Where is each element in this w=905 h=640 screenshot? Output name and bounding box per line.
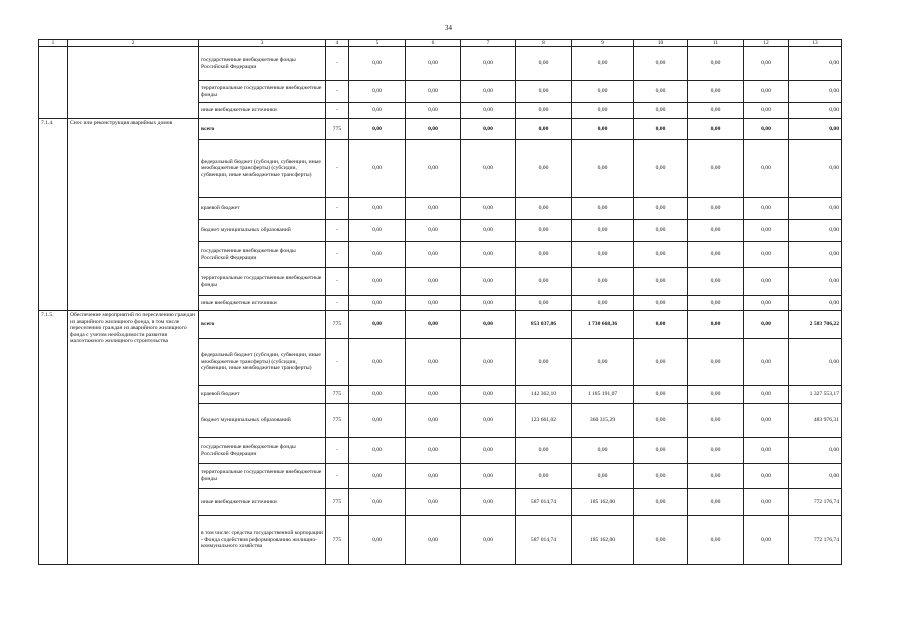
value-cell: 772 176,74	[789, 516, 842, 565]
value-cell: 0,00	[516, 464, 572, 489]
value-cell: 0,00	[789, 119, 842, 140]
value-cell: 1 185 191,07	[572, 386, 634, 404]
value-cell: 0,00	[688, 516, 744, 565]
value-cell: 0,00	[634, 311, 688, 339]
value-cell: 0,00	[688, 404, 744, 438]
funding-source: бюджет муниципальных образований	[199, 220, 326, 242]
value-cell: 185 162,00	[572, 489, 634, 516]
header-cell: 12	[744, 40, 789, 47]
value-cell: 0,00	[688, 296, 744, 311]
value-cell: 0,00	[744, 81, 789, 103]
funding-source: территориальные государственные внебюджетные фонды	[199, 81, 326, 103]
funding-source: в том числе: средства государственной корпорации - Фонда содействия реформированию жилищно-коммунального хозяйства	[199, 516, 326, 565]
item-name: Снос или реконструкция аварийных домов	[68, 119, 199, 311]
value-cell: 0,00	[789, 268, 842, 296]
funding-source: территориальные государственные внебюджетные фонды	[199, 268, 326, 296]
value-cell: 0,00	[516, 103, 572, 119]
value-cell: 483 976,31	[789, 404, 842, 438]
value-cell: 772 176,74	[789, 489, 842, 516]
value-cell: 0,00	[572, 464, 634, 489]
value-cell: 0,00	[516, 81, 572, 103]
funding-source: территориальные государственные внебюджетные фонды	[199, 464, 326, 489]
value-cell: 0,00	[634, 268, 688, 296]
value-cell: 0,00	[634, 220, 688, 242]
value-cell: 0,00	[406, 220, 461, 242]
value-cell: 0,00	[461, 220, 516, 242]
value-cell: 0,00	[688, 268, 744, 296]
value-cell: 0,00	[349, 242, 406, 268]
value-cell: 0,00	[744, 311, 789, 339]
value-cell: 0,00	[349, 198, 406, 220]
value-cell: 0,00	[789, 103, 842, 119]
page-number: 34	[445, 24, 452, 32]
value-cell: 0,00	[572, 103, 634, 119]
value-cell: 0,00	[789, 140, 842, 198]
value-cell: 0,00	[688, 386, 744, 404]
value-cell: 0,00	[349, 464, 406, 489]
code-cell: 775	[326, 404, 349, 438]
value-cell: 0,00	[406, 516, 461, 565]
value-cell: 0,00	[516, 438, 572, 464]
header-cell: 3	[199, 40, 326, 47]
code-cell: 775	[326, 516, 349, 565]
value-cell: 0,00	[789, 296, 842, 311]
value-cell: 0,00	[789, 464, 842, 489]
value-cell: 0,00	[349, 220, 406, 242]
item-name	[68, 47, 199, 119]
value-cell: 0,00	[349, 311, 406, 339]
value-cell: 0,00	[349, 119, 406, 140]
value-cell: 0,00	[461, 81, 516, 103]
code-cell: -	[326, 47, 349, 81]
value-cell: 1 327 553,17	[789, 386, 842, 404]
value-cell: 0,00	[406, 47, 461, 81]
value-cell: 0,00	[744, 296, 789, 311]
code-cell: 775	[326, 386, 349, 404]
value-cell: 0,00	[406, 311, 461, 339]
value-cell: 0,00	[634, 103, 688, 119]
value-cell: 0,00	[406, 268, 461, 296]
value-cell: 0,00	[688, 140, 744, 198]
code-cell: -	[326, 198, 349, 220]
funding-source: федеральный бюджет (субсидии, субвенции, иные межбюджетные трансферты) (субсидии, субвенции, иные межбюджетные трансферты)	[199, 339, 326, 386]
value-cell: 0,00	[634, 516, 688, 565]
code-cell: -	[326, 268, 349, 296]
value-cell: 0,00	[744, 516, 789, 565]
code-cell: -	[326, 242, 349, 268]
value-cell: 0,00	[461, 404, 516, 438]
value-cell: 0,00	[688, 489, 744, 516]
header-cell: 6	[406, 40, 461, 47]
value-cell: 0,00	[634, 140, 688, 198]
value-cell: 0,00	[744, 47, 789, 81]
value-cell: 0,00	[634, 119, 688, 140]
value-cell: 0,00	[744, 268, 789, 296]
code-cell: 775	[326, 489, 349, 516]
value-cell: 0,00	[688, 198, 744, 220]
value-cell: 0,00	[406, 119, 461, 140]
header-cell: 2	[68, 40, 199, 47]
value-cell: 0,00	[461, 198, 516, 220]
value-cell: 0,00	[789, 339, 842, 386]
value-cell: 0,00	[572, 438, 634, 464]
code-cell: -	[326, 464, 349, 489]
value-cell: 0,00	[349, 404, 406, 438]
header-cell: 10	[634, 40, 688, 47]
value-cell: 0,00	[789, 47, 842, 81]
funding-source: государственные внебюджетные фонды Российской Федерации	[199, 47, 326, 81]
value-cell: 0,00	[634, 81, 688, 103]
code-cell: 775	[326, 119, 349, 140]
header-cell: 1	[39, 40, 68, 47]
value-cell: 0,00	[634, 198, 688, 220]
value-cell: 0,00	[406, 296, 461, 311]
value-cell: 0,00	[406, 464, 461, 489]
value-cell: 0,00	[406, 386, 461, 404]
header-cell: 13	[789, 40, 842, 47]
value-cell: 0,00	[688, 438, 744, 464]
value-cell: 0,00	[406, 404, 461, 438]
value-cell: 0,00	[634, 296, 688, 311]
header-cell: 11	[688, 40, 744, 47]
value-cell: 0,00	[406, 103, 461, 119]
value-cell: 587 014,74	[516, 516, 572, 565]
value-cell: 360 315,29	[572, 404, 634, 438]
budget-table	[38, 39, 842, 565]
value-cell: 0,00	[516, 296, 572, 311]
value-cell: 0,00	[461, 242, 516, 268]
value-cell: 0,00	[406, 339, 461, 386]
funding-source: краевой бюджет	[199, 386, 326, 404]
value-cell: 0,00	[634, 404, 688, 438]
code-cell: -	[326, 103, 349, 119]
funding-source: государственные внебюджетные фонды Российской Федерации	[199, 242, 326, 268]
value-cell: 0,00	[516, 47, 572, 81]
value-cell: 0,00	[461, 489, 516, 516]
value-cell: 0,00	[789, 438, 842, 464]
value-cell: 0,00	[349, 489, 406, 516]
value-cell: 0,00	[461, 386, 516, 404]
value-cell: 0,00	[516, 220, 572, 242]
funding-source: всего	[199, 119, 326, 140]
table-row	[39, 119, 842, 140]
value-cell: 0,00	[516, 119, 572, 140]
value-cell: 0,00	[572, 339, 634, 386]
value-cell: 0,00	[461, 119, 516, 140]
value-cell: 0,00	[688, 47, 744, 81]
value-cell: 0,00	[349, 47, 406, 81]
value-cell: 0,00	[744, 103, 789, 119]
value-cell: 0,00	[634, 438, 688, 464]
code-cell: -	[326, 339, 349, 386]
value-cell: 0,00	[688, 81, 744, 103]
value-cell: 0,00	[349, 438, 406, 464]
value-cell: 0,00	[572, 140, 634, 198]
code-cell: -	[326, 296, 349, 311]
funding-source: краевой бюджет	[199, 198, 326, 220]
value-cell: 0,00	[349, 296, 406, 311]
value-cell: 0,00	[744, 404, 789, 438]
value-cell: 853 037,86	[516, 311, 572, 339]
value-cell: 0,00	[461, 516, 516, 565]
value-cell: 0,00	[349, 386, 406, 404]
value-cell: 0,00	[634, 339, 688, 386]
value-cell: 0,00	[516, 140, 572, 198]
value-cell: 0,00	[516, 198, 572, 220]
value-cell: 0,00	[744, 464, 789, 489]
value-cell: 0,00	[406, 198, 461, 220]
header-cell: 7	[461, 40, 516, 47]
value-cell: 0,00	[572, 220, 634, 242]
table-row	[39, 47, 842, 81]
value-cell: 0,00	[744, 339, 789, 386]
value-cell: 0,00	[572, 47, 634, 81]
value-cell: 0,00	[744, 438, 789, 464]
value-cell: 0,00	[744, 489, 789, 516]
value-cell: 0,00	[461, 47, 516, 81]
item-code	[39, 47, 68, 119]
value-cell: 0,00	[349, 103, 406, 119]
funding-source: федеральный бюджет (субсидии, субвенции, иные межбюджетные трансферты) (субсидии, субвенции, иные межбюджетные трансферты)	[199, 140, 326, 198]
value-cell: 0,00	[572, 198, 634, 220]
value-cell: 0,00	[572, 268, 634, 296]
funding-source: всего	[199, 311, 326, 339]
header-row	[39, 40, 842, 47]
value-cell: 0,00	[406, 140, 461, 198]
code-cell: -	[326, 438, 349, 464]
funding-source: государственные внебюджетные фонды Российской Федерации	[199, 438, 326, 464]
value-cell: 0,00	[461, 464, 516, 489]
value-cell: 0,00	[406, 242, 461, 268]
value-cell: 0,00	[516, 268, 572, 296]
value-cell: 0,00	[744, 220, 789, 242]
table-row	[39, 311, 842, 339]
value-cell: 0,00	[688, 464, 744, 489]
value-cell: 0,00	[789, 242, 842, 268]
item-code: 7.1.5.	[39, 311, 68, 565]
value-cell: 587 014,74	[516, 489, 572, 516]
value-cell: 0,00	[634, 489, 688, 516]
value-cell: 0,00	[461, 268, 516, 296]
value-cell: 0,00	[572, 296, 634, 311]
value-cell: 185 162,00	[572, 516, 634, 565]
value-cell: 2 583 706,22	[789, 311, 842, 339]
value-cell: 0,00	[789, 81, 842, 103]
value-cell: 0,00	[744, 242, 789, 268]
value-cell: 123 661,02	[516, 404, 572, 438]
funding-source: бюджет муниципальных образований	[199, 404, 326, 438]
value-cell: 0,00	[688, 339, 744, 386]
header-cell: 9	[572, 40, 634, 47]
value-cell: 0,00	[406, 489, 461, 516]
value-cell: 0,00	[349, 140, 406, 198]
value-cell: 0,00	[744, 119, 789, 140]
value-cell: 0,00	[572, 242, 634, 268]
value-cell: 0,00	[634, 386, 688, 404]
value-cell: 142 362,10	[516, 386, 572, 404]
value-cell: 0,00	[688, 220, 744, 242]
value-cell: 0,00	[461, 339, 516, 386]
value-cell: 0,00	[688, 119, 744, 140]
funding-source: иные внебюджетные источники	[199, 296, 326, 311]
value-cell: 0,00	[406, 438, 461, 464]
value-cell: 0,00	[744, 386, 789, 404]
item-name: Обеспечение мероприятий по переселению граждан из аварийного жилищного фонда, в том числе переселению граждан из аварийного жилищного фонда с учетом необходимости развития малоэтажного жилищного строительства	[68, 311, 199, 565]
value-cell: 0,00	[789, 198, 842, 220]
value-cell: 0,00	[406, 81, 461, 103]
value-cell: 0,00	[572, 119, 634, 140]
value-cell: 0,00	[634, 47, 688, 81]
code-cell: 775	[326, 311, 349, 339]
value-cell: 0,00	[744, 198, 789, 220]
value-cell: 0,00	[634, 242, 688, 268]
value-cell: 0,00	[349, 339, 406, 386]
code-cell: -	[326, 81, 349, 103]
code-cell: -	[326, 140, 349, 198]
funding-source: иные внебюджетные источники	[199, 489, 326, 516]
value-cell: 0,00	[461, 296, 516, 311]
value-cell: 0,00	[349, 268, 406, 296]
item-code: 7.1.4.	[39, 119, 68, 311]
value-cell: 0,00	[461, 140, 516, 198]
header-cell: 5	[349, 40, 406, 47]
value-cell: 0,00	[688, 103, 744, 119]
value-cell: 0,00	[461, 103, 516, 119]
value-cell: 0,00	[634, 464, 688, 489]
funding-source: иные внебюджетные источники	[199, 103, 326, 119]
value-cell: 0,00	[572, 81, 634, 103]
code-cell: -	[326, 220, 349, 242]
value-cell: 1 730 668,36	[572, 311, 634, 339]
header-cell: 4	[326, 40, 349, 47]
value-cell: 0,00	[688, 242, 744, 268]
header-cell: 8	[516, 40, 572, 47]
value-cell: 0,00	[516, 242, 572, 268]
value-cell: 0,00	[744, 140, 789, 198]
value-cell: 0,00	[461, 438, 516, 464]
value-cell: 0,00	[349, 81, 406, 103]
value-cell: 0,00	[349, 516, 406, 565]
value-cell: 0,00	[789, 220, 842, 242]
value-cell: 0,00	[688, 311, 744, 339]
value-cell: 0,00	[461, 311, 516, 339]
value-cell: 0,00	[516, 339, 572, 386]
